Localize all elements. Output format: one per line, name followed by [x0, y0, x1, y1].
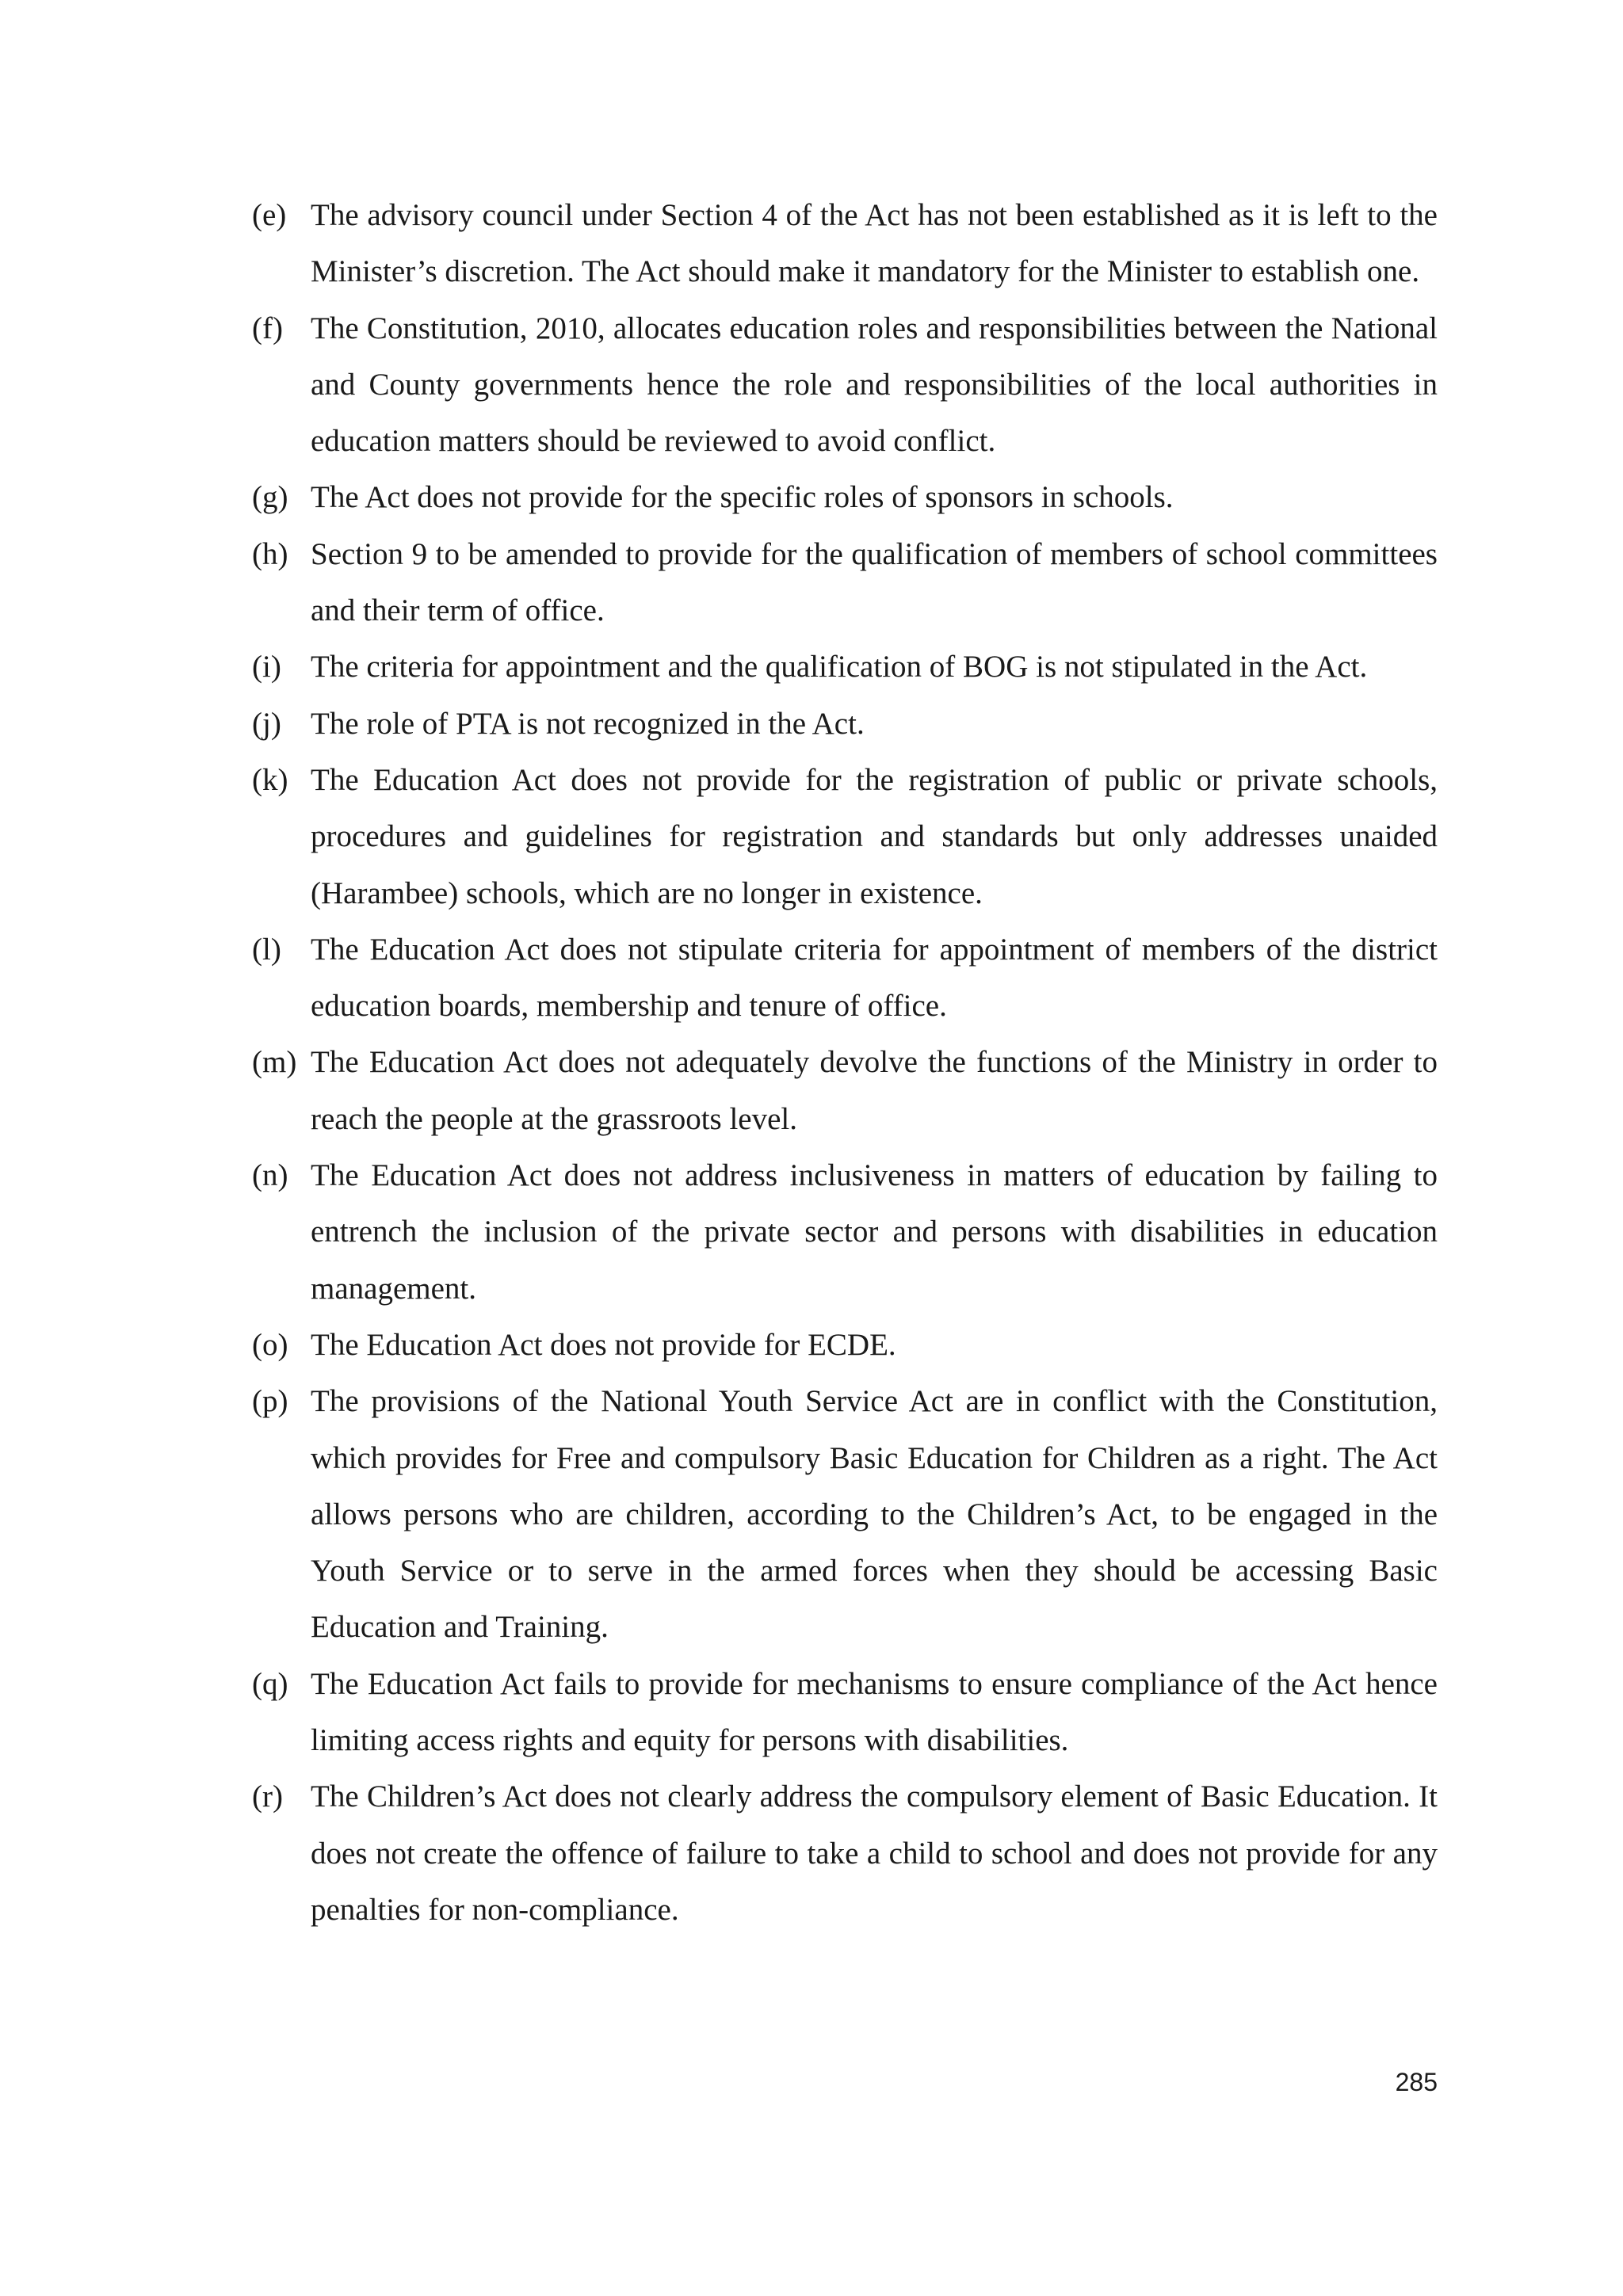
item-marker: (k) [252, 762, 288, 797]
list-item [252, 752, 1438, 921]
item-marker: (p) [252, 1384, 288, 1419]
list-item [252, 1317, 1438, 1373]
item-marker: (h) [252, 536, 288, 571]
list-item [252, 469, 1438, 525]
list-item [252, 921, 1438, 1035]
item-marker: (g) [252, 480, 288, 515]
item-marker: (f) [252, 311, 283, 345]
list-item [252, 187, 1438, 300]
item-text: The Education Act does not provide for ECDE. [311, 1327, 896, 1362]
item-text: The criteria for appointment and the qualification of BOG is not stipulated in the Act. [311, 650, 1368, 685]
page-number: 285 [1395, 2068, 1438, 2096]
item-marker: (i) [252, 650, 281, 685]
item-text: The Education Act fails to provide for mechanisms to ensure compliance of the Act hence limiting access rights and equity for persons with disabilities. [311, 1666, 1438, 1758]
list-item [252, 696, 1438, 752]
list-item [252, 1147, 1438, 1317]
list-item [252, 639, 1438, 695]
list-item [252, 1373, 1438, 1655]
item-marker: (l) [252, 932, 281, 967]
item-marker: (m) [252, 1045, 297, 1080]
item-text: The role of PTA is not recognized in the Act. [311, 706, 865, 741]
item-text: The Education Act does not stipulate criteria for appointment of members of the district education boards, membership and tenure of office. [311, 932, 1438, 1024]
recommendations-list [252, 187, 1438, 1938]
item-text: The Education Act does not adequately devolve the functions of the Ministry in order to reach the people at the grassroots level. [311, 1045, 1438, 1136]
item-marker: (j) [252, 706, 281, 741]
item-text: The Education Act does not provide for the registration of public or private schools, procedures and guidelines for registration and standards but only addresses unaided (Harambee) schools, which are no longer in existence. [311, 762, 1438, 910]
item-text: The Education Act does not address inclusiveness in matters of education by failing to entrench the inclusion of the private sector and persons with disabilities in education management. [311, 1158, 1438, 1306]
list-item [252, 1768, 1438, 1938]
item-marker: (o) [252, 1327, 288, 1362]
item-text: The Constitution, 2010, allocates education roles and responsibilities between the National and County governments hence the role and responsibilities of the local authorities in education matters should be reviewed to avoid conflict. [311, 311, 1438, 459]
item-text: The Children’s Act does not clearly address the compulsory element of Basic Education. It does not create the offence of failure to take a child to school and does not provide for any penalties for non-compliance. [311, 1779, 1438, 1927]
item-marker: (r) [252, 1779, 283, 1814]
item-marker: (q) [252, 1666, 288, 1701]
list-item [252, 1034, 1438, 1147]
item-marker: (n) [252, 1158, 288, 1193]
item-text: The provisions of the National Youth Service Act are in conflict with the Constitution, which provides for Free and compulsory Basic Education for Children as a right. The Act allows persons who are children, according to the Children’s Act, to be engaged in the Youth Service or to serve in the armed forces when they should be accessing Basic Education and Training. [311, 1384, 1438, 1645]
item-text: The Act does not provide for the specific roles of sponsors in schools. [311, 480, 1174, 515]
list-item [252, 300, 1438, 470]
item-marker: (e) [252, 198, 287, 232]
item-text: Section 9 to be amended to provide for the qualification of members of school committees and their term of office. [311, 536, 1438, 628]
list-item [252, 526, 1438, 639]
item-text: The advisory council under Section 4 of the Act has not been established as it is left to the Minister’s discretion. The Act should make it mandatory for the Minister to establish one. [311, 198, 1438, 289]
list-item [252, 1656, 1438, 1769]
